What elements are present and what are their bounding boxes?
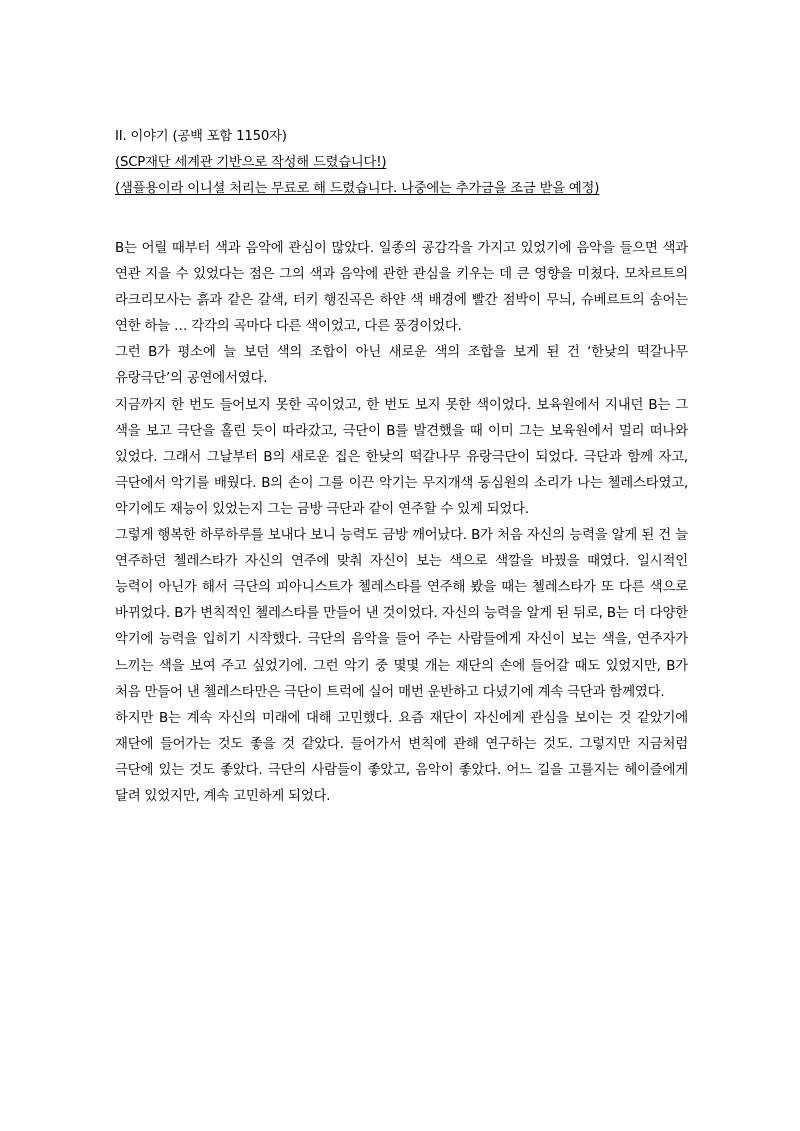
section-title: II. 이야기 (공백 포함 1150자) [115, 129, 287, 144]
story-paragraph-4: 그렇게 행복한 하루하루를 보내다 보니 능력도 금방 깨어났다. B가 처음 자신의 능력을 알게 된 건 늘 연주하던 첼레스타가 자신의 연주에 맞춰 자신이 보는 색으로 색깔을 바꿨을 때였다. 일시적인 능력이 아닌가 해서 극단의 피아니스트가 첼레스타를 연주해 봤을 때는 첼레스타가 또 다른 색으로 바뀌었다. B가 변칙적인 첼레스타를 만들어 낸 것이었다. 자신의 능력을 알게 된 뒤로, B는 더 다양한 악기에 능력을 입히기 시작했다. 극단의 음악을 들어 주는 사람들에게 자신이 보는 색을, 연주자가 느끼는 색을 보여 주고 싶었기에. 그런 악기 중 몇몇 개는 재단의 손에 들어갈 때도 있었지만, B가 처음 만들어 낸 첼레스타만은 극단이 트럭에 실어 매번 운반하고 다녔기에 계속 극단과 함께였다. [115, 528, 688, 700]
story-body [115, 236, 688, 810]
worldview-note: (SCP재단 세계관 기반으로 작성해 드렸습니다!) [115, 155, 387, 170]
story-paragraph-2: 그런 B가 평소에 늘 보던 색의 조합이 아닌 새로운 색의 조합을 보게 된 건 ‘한낮의 떡갈나무 유랑극단’의 공연에서였다. [115, 345, 688, 387]
pricing-note: (샘플용이라 이니셜 처리는 무료로 해 드렸습니다. 나중에는 추가금을 조금 받을 예정) [115, 181, 600, 196]
story-paragraph-1: B는 어릴 때부터 색과 음악에 관심이 많았다. 일종의 공감각을 가지고 있었기에 음악을 들으면 색과 연관 지을 수 있었다는 점은 그의 색과 음악에 관한 관심을 키우는 데 큰 영향을 미쳤다. 모차르트의 라크리모사는 흙과 같은 갈색, 터키 행진곡은 하얀 색 배경에 빨간 점박이 무늬, 슈베르트의 송어는 연한 하늘 … 각각의 곡마다 다른 색이었고, 다른 풍경이었다. [115, 241, 688, 335]
story-paragraph-3: 지금까지 한 번도 들어보지 못한 곡이었고, 한 번도 보지 못한 색이었다. 보육원에서 지내던 B는 그 색을 보고 극단을 홀린 듯이 따라갔고, 극단이 B를 발견했을 때 이미 그는 보육원에서 멀리 떠나와 있었다. 그래서 그날부터 B의 새로운 집은 한낮의 떡갈나무 유랑극단이 되었다. 극단과 함께 자고, 극단에서 악기를 배웠다. B의 손이 그를 이끈 악기는 무지개색 동심원의 소리가 나는 첼레스타였고, 악기에도 재능이 있었는지 그는 금방 극단과 같이 연주할 수 있게 되었다. [115, 397, 688, 517]
section-header [115, 124, 695, 202]
story-paragraph-5: 하지만 B는 계속 자신의 미래에 대해 고민했다. 요즘 재단이 자신에게 관심을 보이는 것 같았기에 재단에 들어가는 것도 좋을 것 같았다. 들어가서 변칙에 관해 연구하는 것도. 그렇지만 지금처럼 극단에 있는 것도 좋았다. 극단의 사람들이 좋았고, 음악이 좋았다. 어느 길을 고를지는 헤이즐에게 달려 있었지만, 계속 고민하게 되었다. [115, 710, 688, 804]
